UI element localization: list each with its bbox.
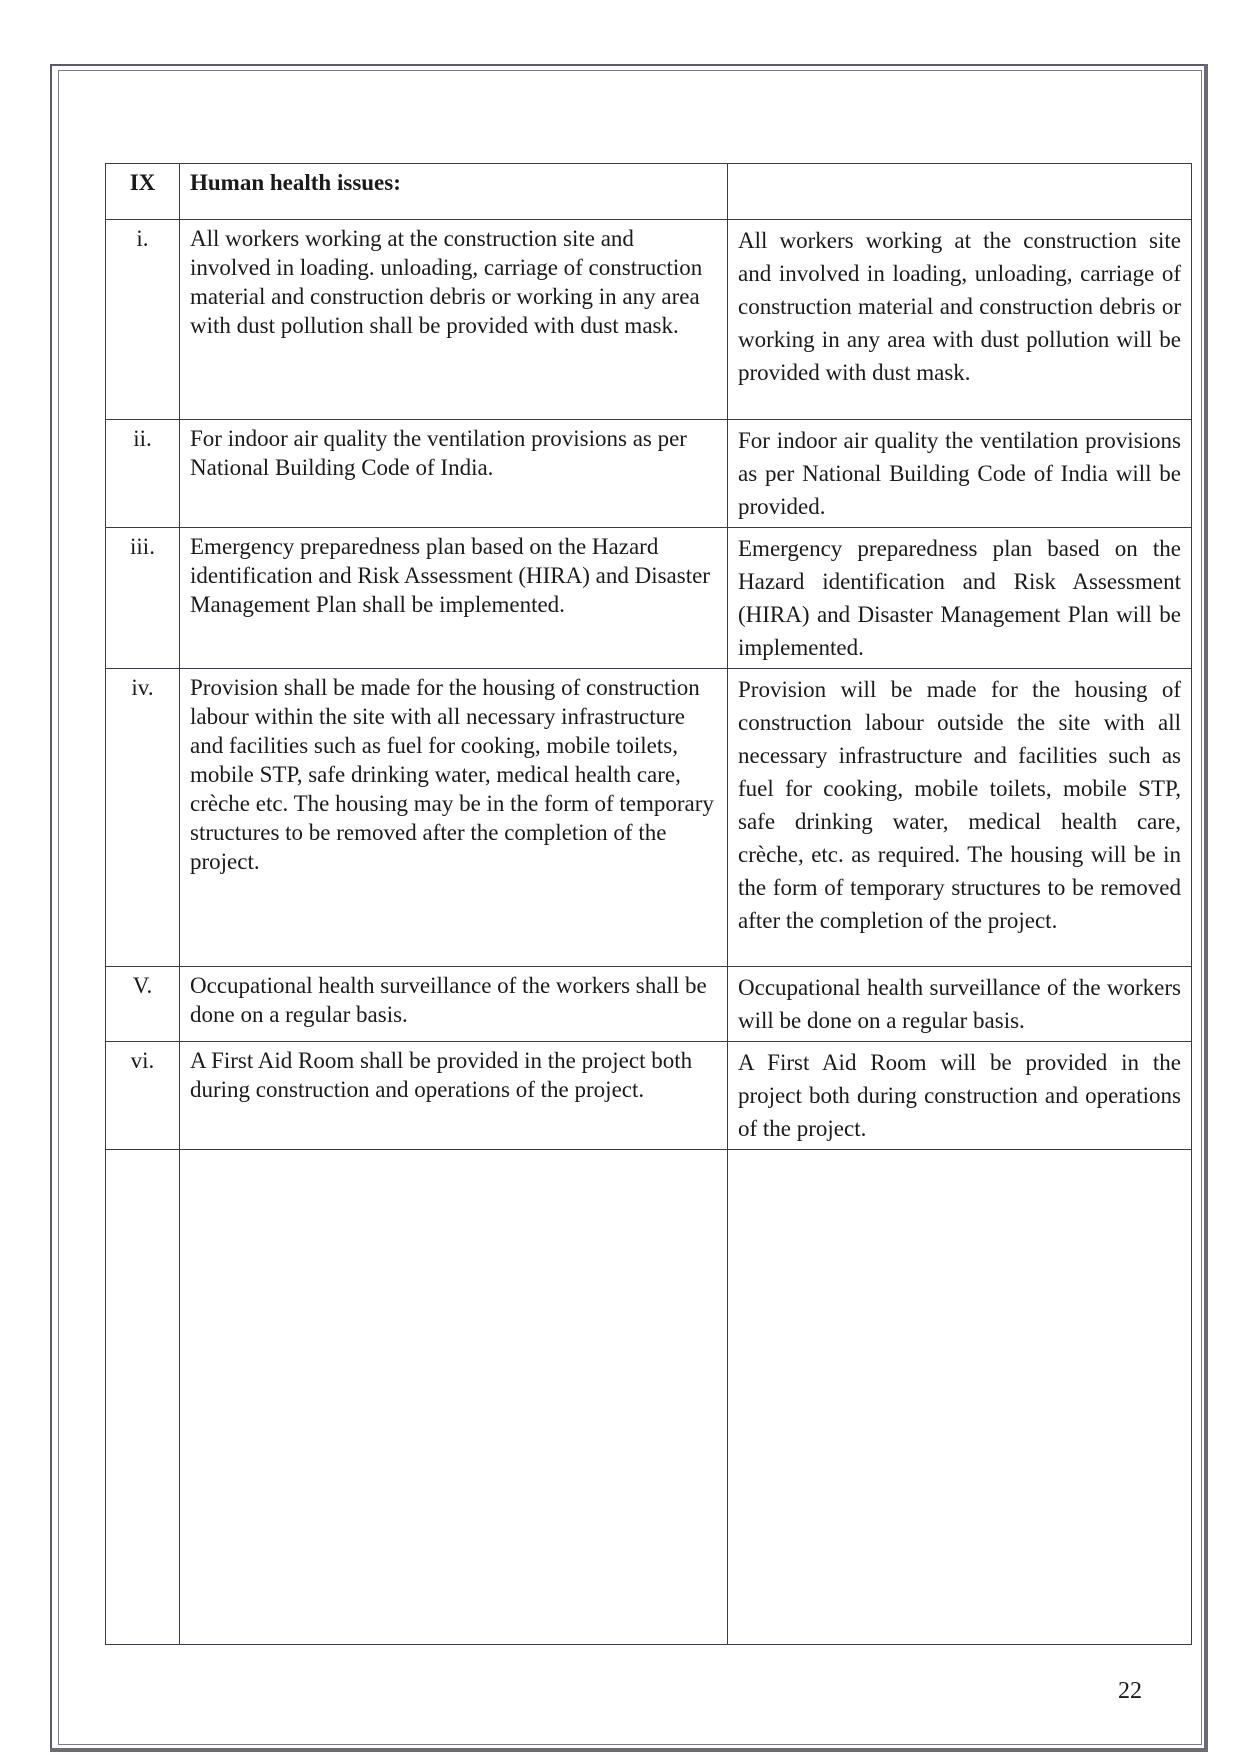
table-row	[106, 967, 1192, 1042]
page-border-shadow-bottom	[50, 1748, 1208, 1752]
row-number: iv.	[106, 669, 180, 967]
compliance-text: Emergency preparedness plan based on the Hazard identification and Risk Assessment (HIRA) and Disaster Management Plan will be implemented.	[728, 528, 1192, 669]
section-number: IX	[106, 164, 180, 220]
condition-text: A First Aid Room shall be provided in the project both during construction and operations of the project.	[180, 1042, 728, 1150]
row-number: vi.	[106, 1042, 180, 1150]
condition-text: For indoor air quality the ventilation provisions as per National Building Code of India.	[180, 420, 728, 528]
section-compliance-header	[728, 164, 1192, 220]
table-row	[106, 1042, 1192, 1150]
empty-table-row	[106, 1150, 1192, 1645]
compliance-text: For indoor air quality the ventilation provisions as per National Building Code of India will be provided.	[728, 420, 1192, 528]
section-title: Human health issues:	[180, 164, 728, 220]
empty-cell	[728, 1150, 1192, 1645]
compliance-text: A First Aid Room will be provided in the project both during construction and operations of the project.	[728, 1042, 1192, 1150]
section-header-row	[106, 164, 1192, 220]
page-number: 22	[1118, 1678, 1142, 1704]
compliance-text: Provision will be made for the housing of construction labour outside the site with all necessary infrastructure and facilities such as fuel for cooking, mobile toilets, mobile STP, safe drinking water, medical health care, crèche, etc. as required. The housing will be in the form of temporary structures to be removed after the completion of the project.	[728, 669, 1192, 967]
empty-cell	[106, 1150, 180, 1645]
row-number: V.	[106, 967, 180, 1042]
table-row	[106, 528, 1192, 669]
compliance-table	[105, 163, 1192, 1645]
row-number: iii.	[106, 528, 180, 669]
compliance-text: Occupational health surveillance of the workers will be done on a regular basis.	[728, 967, 1192, 1042]
empty-cell	[180, 1150, 728, 1645]
row-number: ii.	[106, 420, 180, 528]
condition-text: All workers working at the construction site and involved in loading. unloading, carriage of construction material and construction debris or working in any area with dust pollution shall be provided with dust mask.	[180, 220, 728, 420]
compliance-text: All workers working at the construction site and involved in loading, unloading, carriage of construction material and construction debris or working in any area with dust pollution will be provided with dust mask.	[728, 220, 1192, 420]
condition-text: Emergency preparedness plan based on the Hazard identification and Risk Assessment (HIRA) and Disaster Management Plan shall be implemented.	[180, 528, 728, 669]
condition-text: Provision shall be made for the housing of construction labour within the site with all necessary infrastructure and facilities such as fuel for cooking, mobile toilets, mobile STP, safe drinking water, medical health care, crèche etc. The housing may be in the form of temporary structures to be removed after the completion of the project.	[180, 669, 728, 967]
condition-text: Occupational health surveillance of the workers shall be done on a regular basis.	[180, 967, 728, 1042]
row-number: i.	[106, 220, 180, 420]
table-row	[106, 220, 1192, 420]
table-row	[106, 669, 1192, 967]
table-row	[106, 420, 1192, 528]
page-border-shadow-right	[1204, 64, 1208, 1752]
